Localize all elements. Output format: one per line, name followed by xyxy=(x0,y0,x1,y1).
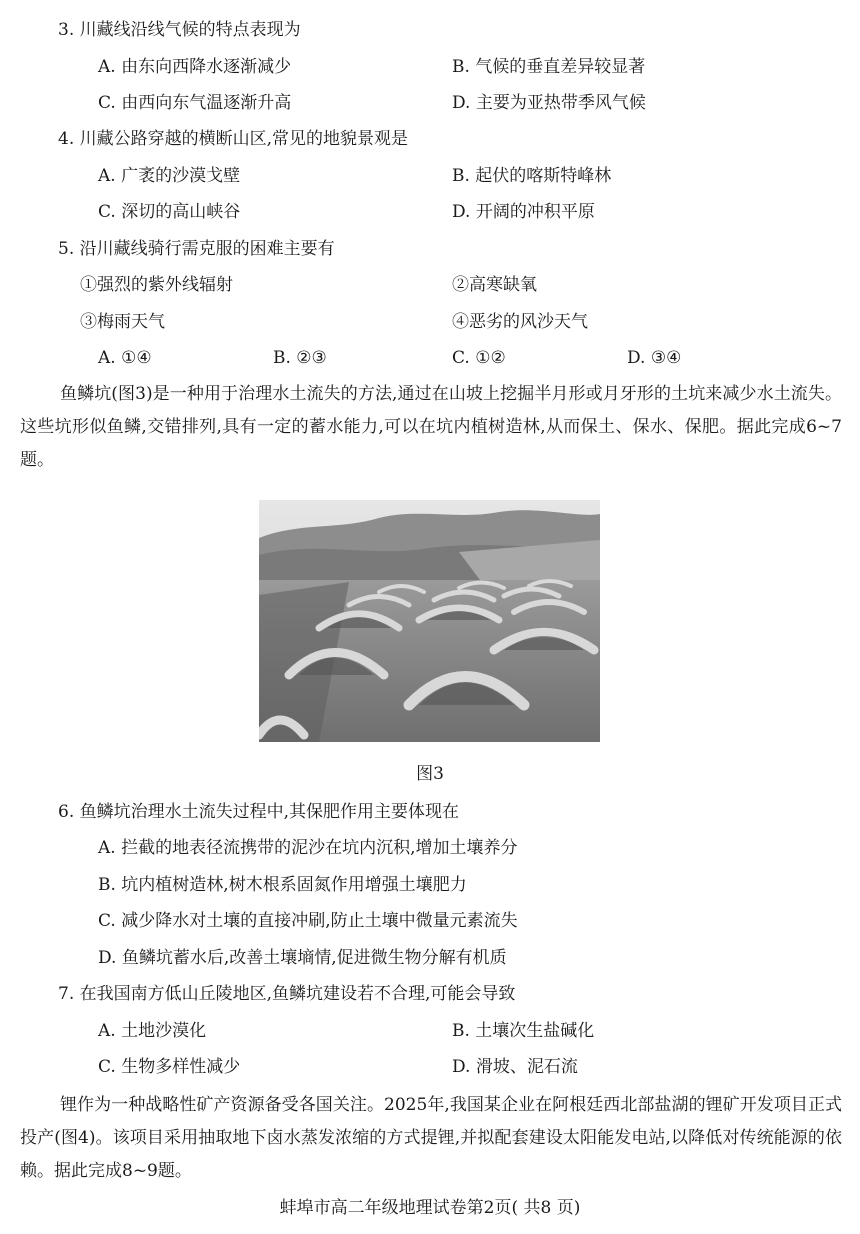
q5-option-b: B. ②③ xyxy=(273,348,327,368)
q3-option-b: B. 气候的垂直差异较显著 xyxy=(452,57,646,77)
passage-6-7: 鱼鳞坑(图3)是一种用于治理水土流失的方法,通过在山坡上挖掘半月形或月牙形的土坑来减少水土流失。这些坑形似鱼鳞,交错排列,具有一定的蓄水能力,可以在坑内植树造林,从而保土、保水、保肥。据此完成6~7题。 xyxy=(20,384,842,470)
q4-option-b: B. 起伏的喀斯特峰林 xyxy=(452,166,612,186)
figure-3-photo xyxy=(259,500,600,742)
q7-option-c: C. 生物多样性减少 xyxy=(98,1057,241,1077)
q6-stem: 6. 鱼鳞坑治理水土流失过程中,其保肥作用主要体现在 xyxy=(58,802,460,822)
q5-option-a: A. ①④ xyxy=(98,348,152,368)
q5-option-d: D. ③④ xyxy=(627,348,682,368)
q6-option-d: D. 鱼鳞坑蓄水后,改善土壤墒情,促进微生物分解有机质 xyxy=(98,948,507,968)
q7-option-a: A. 土地沙漠化 xyxy=(98,1021,207,1041)
passage-8-9: 锂作为一种战略性矿产资源备受各国关注。2025年,我国某企业在阿根廷西北部盐湖的锂矿开发项目正式投产(图4)。该项目采用抽取地下卤水蒸发浓缩的方式提锂,并拟配套建设太阳能发电站,以降低对传统能源的依赖。据此完成8~9题。 xyxy=(20,1095,842,1181)
q5-item-1: ①强烈的紫外线辐射 xyxy=(80,275,233,295)
q6-option-b: B. 坑内植树造林,树木根系固氮作用增强土壤肥力 xyxy=(98,875,467,895)
q4-stem: 4. 川藏公路穿越的横断山区,常见的地貌景观是 xyxy=(58,129,409,149)
q5-option-c: C. ①② xyxy=(452,348,506,368)
figure-3-caption: 图3 xyxy=(416,764,444,784)
q3-stem: 3. 川藏线沿线气候的特点表现为 xyxy=(58,20,301,40)
q4-option-a: A. 广袤的沙漠戈壁 xyxy=(98,166,241,186)
q5-item-3: ③梅雨天气 xyxy=(80,312,165,332)
q7-stem: 7. 在我国南方低山丘陵地区,鱼鳞坑建设若不合理,可能会导致 xyxy=(58,984,516,1004)
q6-option-a: A. 拦截的地表径流携带的泥沙在坑内沉积,增加土壤养分 xyxy=(98,838,518,858)
q6-option-c: C. 减少降水对土壤的直接冲刷,防止土壤中微量元素流失 xyxy=(98,911,518,931)
q4-option-d: D. 开阔的冲积平原 xyxy=(452,202,595,222)
q4-option-c: C. 深切的高山峡谷 xyxy=(98,202,241,222)
page-footer: 蚌埠市高二年级地理试卷第2页( 共8 页) xyxy=(279,1198,581,1218)
q7-option-b: B. 土壤次生盐碱化 xyxy=(452,1021,595,1041)
q3-option-d: D. 主要为亚热带季风气候 xyxy=(452,93,646,113)
q5-stem: 5. 沿川藏线骑行需克服的困难主要有 xyxy=(58,239,335,259)
q7-option-d: D. 滑坡、泥石流 xyxy=(452,1057,578,1077)
q5-item-2: ②高寒缺氧 xyxy=(452,275,537,295)
q3-option-a: A. 由东向西降水逐渐减少 xyxy=(98,57,292,77)
q3-option-c: C. 由西向东气温逐渐升高 xyxy=(98,93,292,113)
q5-item-4: ④恶劣的风沙天气 xyxy=(452,312,588,332)
